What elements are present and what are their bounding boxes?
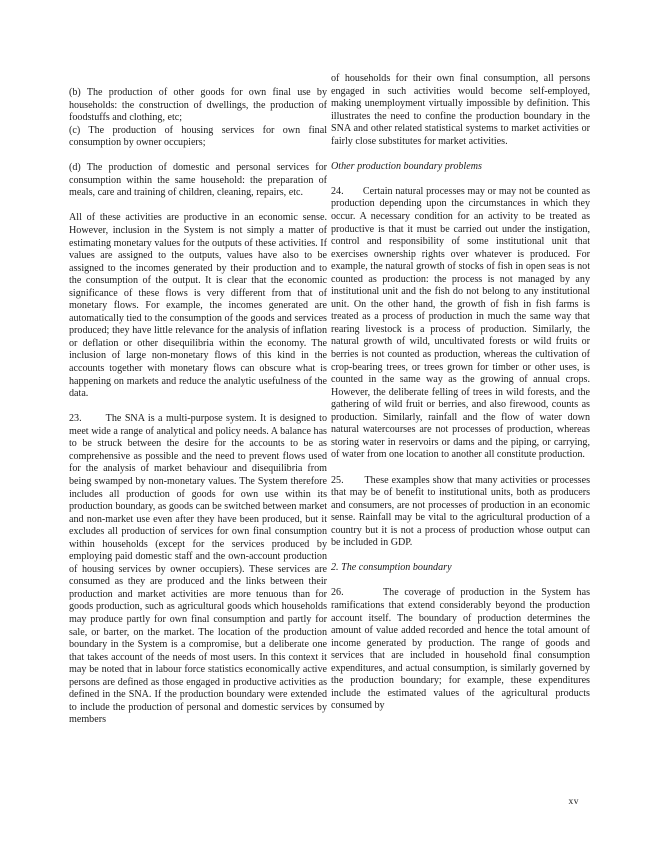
left-column — [69, 87, 327, 727]
paragraph-productive-activities: All of these activities are productive in an economic sense. However, inclusion in the System is not simply a matter of estimating monetary values for the outputs of these activities. If values are assigned to the outputs, values have also to be assigned to the incomes generated by their production and to the consumption of the output. It is clear that the economic significance of these flows is very different from that of monetary flows. For example, the incomes generated are automatically tied to the consumption of the goods and services produced; they have little relevance for the analysis of inflation or deflation or other disequilibria within the economy. The inclusion of large non-monetary flows of this kind in the accounts together with monetary flows can obscure what is happening on markets and reduce the analytic usefulness of the data. — [69, 212, 327, 400]
right-column — [331, 73, 590, 713]
paragraph-b: (b) The production of other goods for own final use by households: the construction of dwellings, the production of foodstuffs and clothing, etc; — [69, 87, 327, 124]
paragraph-25: 25. These examples show that many activities or processes that may be of benefit to institutional units, both as producers and consumers, are not processes of production in an economic sense. Rainfall may be vital to the agricultural production of a country but it is not a process of production whose output can be included in GDP. — [331, 474, 590, 549]
paragraph-d: (d) The production of domestic and personal services for consumption within the same household: the preparation of meals, care and training of children, cleaning, repairs, etc. — [69, 162, 327, 199]
paragraph-26: 26. The coverage of production in the System has ramifications that extend considerably beyond the production account itself. The boundary of production determines the amount of value added recorded and hence the total amount of income generated by production. The range of goods and services that are included in household final consumption expenditures, and actual consumption, is similarly governed by the production boundary; for example, these expenditures include the estimated values of the agricultural products consumed by — [331, 587, 590, 712]
heading-other-production-boundary: Other production boundary problems — [331, 160, 482, 172]
paragraph-continued: of households for their own final consumption, all persons engaged in such activities would become self-employed, making unemployment virtually impossible by definition. This illustrates the need to confine the production boundary in the SNA and other related statistical systems to market activities or fairly close substitutes for market activities. — [331, 73, 590, 147]
heading-consumption-boundary: 2. The consumption boundary — [331, 562, 452, 574]
paragraph-24: 24. Certain natural processes may or may not be counted as production depending upon the circumstances in which they occur. A necessary condition for an activity to be treated as productive is that it must be carried out under the instigation, control and responsibility of some institutional unit that exercises ownership rights over whatever is produced. For example, the natural growth of stocks of fish in open seas is not counted as production: the process is not managed by any institutional unit and the fish do not belong to any institutional unit. On the other hand, the growth of fish in fish farms is treated as a process of production in much the same way that rearing livestock is a process of production. Similarly, the natural growth of wild, uncultivated forests or wild fruits or berries is not counted as production, whereas the cultivation of crop-bearing trees, or trees grown for timber or other uses, is counted in the same way as the growing of annual crops. However, the deliberate felling of trees in wild forests, and the gathering of wild fruit or berries, and also firewood, counts as production. Similarly, rainfall and the flow of water down natural watercourses are not processes of production, whereas storing water in reservoirs or dams and the piping, or carrying, of water from one location to another all constitute production. — [331, 185, 590, 461]
paragraph-c: (c) The production of housing services for own final consumption by owner occupiers; — [69, 124, 327, 149]
page-number: xv — [568, 797, 579, 807]
paragraph-23: 23. The SNA is a multi-purpose system. It is designed to meet wide a range of analytical and policy needs. A balance has to be struck between the desire for the accounts to be as comprehensive as possible and the need to prevent flows used for the analysis of market behaviour and disequilibria from being swamped by non-monetary values. The System therefore includes all production of goods for own use within its production boundary, as goods can be switched between market and non-market use even after they have been produced, but it excludes all production of services for own final consumption within households (except for the services produced by employing paid domestic staff and the own-account production of housing services by owner occupiers). These services are consumed as they are produced and the links between their production and market activities are more tenuous than for goods production, such as agricultural goods which households may produce partly for own final consumption and partly for sale, or barter, on the market. The location of the production boundary in the System is a compromise, but a deliberate one that takes account of the needs of most users. In this context it may be noted that in labour force statistics economically active persons are defined as those engaged in productive activities as defined in the SNA. If the production boundary were extended to include the production of personal and domestic services by members — [69, 413, 327, 726]
